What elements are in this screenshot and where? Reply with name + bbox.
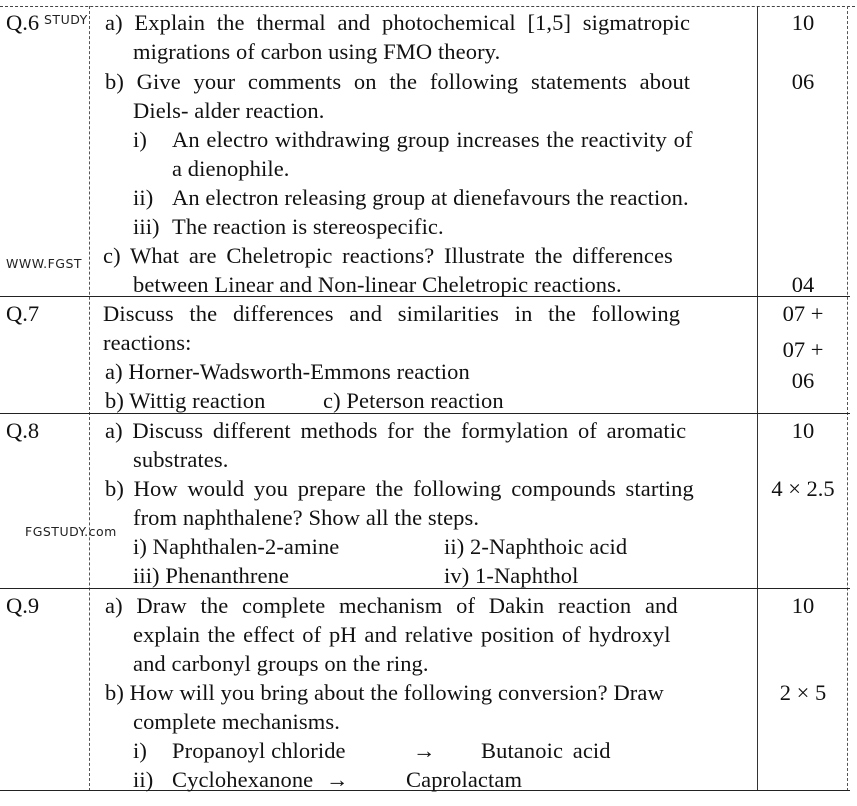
q8a-marks: 10 — [791, 418, 815, 443]
watermark-top: STUDY — [44, 12, 88, 27]
q9b-conv-ii-to: Caprolactam — [406, 767, 523, 792]
q6a-line2: migrations of carbon using FMO theory. — [133, 39, 501, 64]
question-number-8: Q.8 — [6, 418, 40, 443]
q9b-conv-ii-from: Cyclohexanone — [172, 767, 314, 792]
q7-item-c: c) Peterson reaction — [323, 388, 504, 413]
watermark-middle: WWW.FGST — [6, 256, 83, 271]
q9b-conv-ii-arrow-icon: → — [326, 767, 349, 792]
q6a-marks: 10 — [791, 10, 815, 35]
question-number-9: Q.9 — [6, 593, 40, 618]
watermark-lower: FGSTUDY.com — [25, 524, 117, 539]
q8b-marks: 4 × 2.5 — [771, 476, 835, 501]
q7-marks-2: 07 + — [782, 337, 824, 362]
question-number-7: Q.7 — [6, 301, 40, 326]
q8b-line1: b) How would you prepare the following compounds starting — [105, 476, 694, 501]
q7-marks-3: 06 — [791, 368, 815, 393]
q9b-conv-ii-label: ii) — [133, 767, 154, 792]
q9a-line1: a) Draw the complete mechanism of Dakin reaction and — [105, 593, 678, 618]
q8b-item-ii: ii) 2-Naphthoic acid — [444, 534, 628, 559]
q7-marks-1: 07 + — [782, 301, 824, 326]
q6b-item-ii-line1: An electron releasing group at dienefavours the reaction. — [172, 185, 689, 210]
q9b-line1: b) How will you bring about the following conversion? Draw — [105, 680, 664, 705]
q8a-line2: substrates. — [133, 447, 229, 472]
column-divider-qno — [89, 6, 90, 791]
q6b-item-i-line2: a dienophile. — [172, 156, 290, 181]
q6b-marks: 06 — [791, 69, 815, 94]
q6b-line1: b) Give your comments on the following statements about — [105, 69, 691, 94]
right-border — [847, 6, 848, 791]
q9a-line3: and carbonyl groups on the ring. — [133, 651, 429, 676]
q6c-line1: c) What are Cheletropic reactions? Illustrate the differences — [103, 243, 673, 268]
q6b-item-i-label: i) — [133, 127, 147, 152]
row-divider-q8-q9 — [0, 588, 850, 589]
q6c-line2: between Linear and Non-linear Cheletropic reactions. — [133, 272, 622, 297]
q6c-marks: 04 — [791, 272, 815, 297]
q8a-line1: a) Discuss different methods for the formylation of aromatic — [105, 418, 687, 443]
q8b-item-iv: iv) 1-Naphthol — [444, 563, 579, 588]
q7-line1: Discuss the differences and similarities in the following — [103, 301, 681, 326]
q6b-item-iii-line1: The reaction is stereospecific. — [172, 214, 444, 239]
q8b-line2: from naphthalene? Show all the steps. — [133, 505, 480, 530]
q9b-conv-i-from: Propanoyl chloride — [172, 738, 346, 763]
q7-item-a: a) Horner-Wadsworth-Emmons reaction — [105, 359, 470, 384]
top-border — [0, 6, 857, 7]
q9a-line2: explain the effect of pH and relative position of hydroxyl — [133, 622, 671, 647]
q7-line2: reactions: — [103, 330, 192, 355]
q9a-marks: 10 — [791, 593, 815, 618]
q8b-item-iii: iii) Phenanthrene — [133, 563, 290, 588]
q6b-item-iii-label: iii) — [133, 214, 160, 239]
q9b-line2: complete mechanisms. — [133, 709, 340, 734]
q9b-conv-i-arrow-icon: → — [413, 738, 436, 763]
q6b-line2: Diels- alder reaction. — [133, 98, 325, 123]
column-divider-marks — [757, 6, 758, 791]
q9b-marks: 2 × 5 — [779, 680, 827, 705]
q6a-line1: a) Explain the thermal and photochemical [1,5] sigmatropic — [105, 10, 691, 35]
question-number-6: Q.6 — [6, 10, 40, 35]
q9b-conv-i-to: Butanoic acid — [481, 738, 611, 763]
q8b-item-i: i) Naphthalen-2-amine — [133, 534, 340, 559]
q7-item-b: b) Wittig reaction — [105, 388, 266, 413]
q6b-item-ii-label: ii) — [133, 185, 154, 210]
q9b-conv-i-label: i) — [133, 738, 147, 763]
q6b-item-i-line1: An electro withdrawing group increases the reactivity of — [172, 127, 693, 152]
